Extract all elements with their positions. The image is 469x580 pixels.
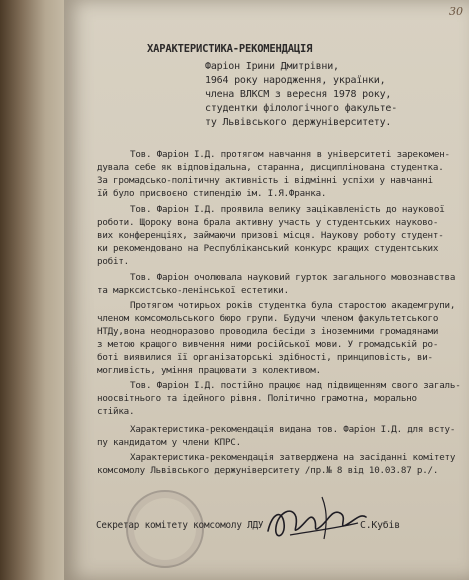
address-line: ту Львівського держуніверситету. — [205, 117, 392, 128]
body-line: пу кандидатом у члени КПРС. — [97, 437, 241, 448]
body-line: Характеристика-рекомендація затверджена на засіданні комітету — [130, 452, 456, 463]
signature-title: Секретар комітету комсомолу ЛДУ — [96, 520, 264, 531]
body-line: Тов. Фаріон І.Д. проявила велику зацікавленість до наукової — [130, 204, 445, 215]
body-line: ки рекомендовано на Республіканський конкурс кращих студентських — [97, 243, 439, 254]
body-line: Тов. Фаріон І.Д. протягом навчання в університеті зарекомен- — [130, 149, 450, 160]
body-line: Тов. Фаріон очолювала науковий гурток загального мовознавства — [130, 272, 456, 283]
body-line: дувала себе як відповідальна, старанна, дисциплінована студентка. — [97, 162, 444, 173]
document-title: ХАРАКТЕРИСТИКА-РЕКОМЕНДАЦІЯ — [147, 43, 313, 55]
address-line: Фаріон Ірини Дмитрівни, — [205, 61, 339, 72]
body-line: їй було присвоєно стипендію ім. І.Я.Франка. — [97, 188, 327, 199]
address-line: члена ВЛКСМ з вересня 1978 року, — [205, 89, 392, 100]
folder-binding — [0, 0, 70, 580]
body-line: з метою кращого вивчення ними російської мови. У громадській ро- — [97, 339, 439, 350]
body-line: роботи. Щороку вона брала активну участь у студентських науково- — [97, 217, 439, 228]
body-line: членом комсомольського бюро групи. Будучи членом факультетського — [97, 313, 439, 324]
address-line: студентки філологічного факульте- — [205, 103, 398, 114]
body-line: боті виявилися її організаторські здібності, принциповість, ви- — [97, 352, 433, 363]
signer-name: С.Кубів — [360, 520, 400, 531]
body-line: та марксистсько-ленінської естетики. — [97, 285, 289, 296]
body-line: За громадсько-політичну активність і відмінні успіхи у навчанні — [97, 175, 433, 186]
body-line: вих конференціях, займаючи призові місця. Наукову роботу студент- — [97, 230, 444, 241]
body-line: комсомолу Львівського держуніверситету /пр.№ 8 від 10.03.87 р./. — [97, 465, 439, 476]
page-number: 30 — [449, 5, 463, 18]
body-line: Протягом чотирьох років студентка була старостою академгрупи, — [130, 300, 456, 311]
body-line: стійка. — [97, 406, 135, 417]
handwritten-signature — [262, 483, 372, 553]
body-line: могливість, уміння працювати з колективом. — [97, 365, 321, 376]
address-line: 1964 року народження, українки, — [205, 75, 386, 86]
body-line: Характеристика-рекомендація видана тов. Фаріон І.Д. для всту- — [130, 424, 456, 435]
body-line: робіт. — [97, 256, 129, 267]
body-line: НТДу,вона неодноразово проводила бесіди з іноземними громадянами — [97, 326, 439, 337]
body-line: Тов. Фаріон І.Д. постійно працює над підвищенням свого загаль- — [130, 380, 461, 391]
body-line: ноосвітнього та ідейного рівня. Політично грамотна, морально — [97, 393, 417, 404]
